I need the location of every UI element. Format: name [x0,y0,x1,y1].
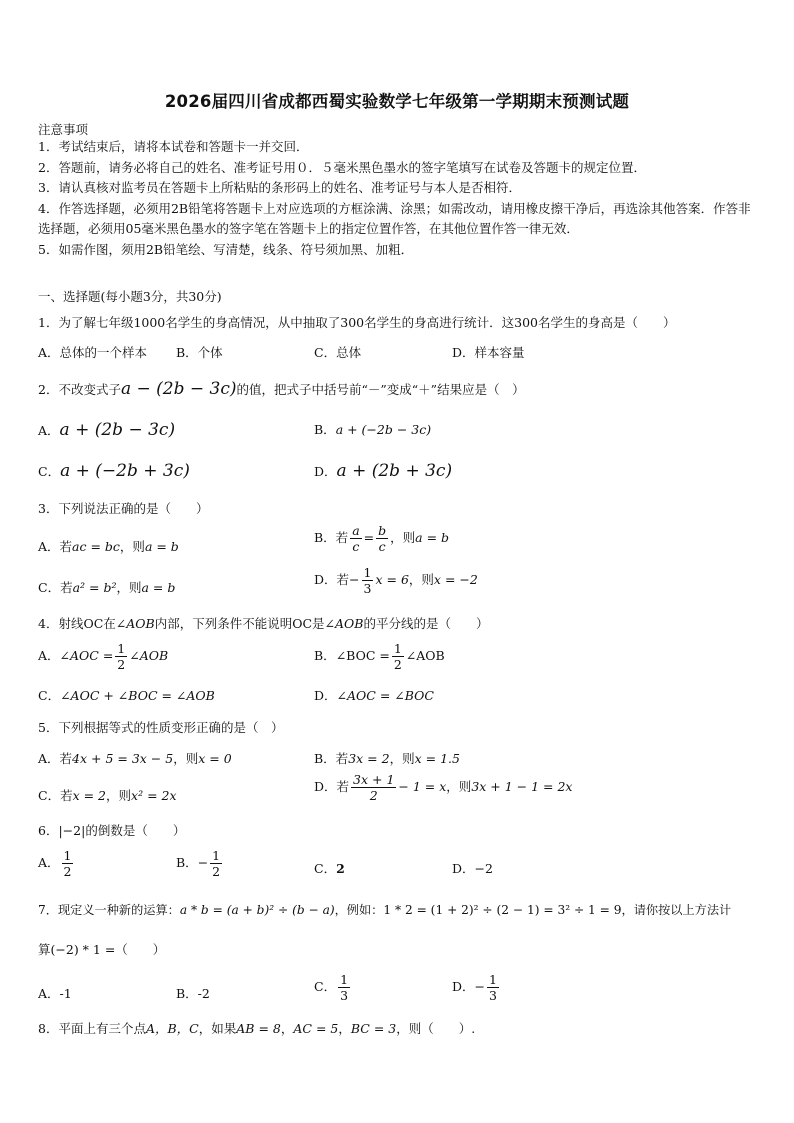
question-6-option-b[interactable] [176,848,224,879]
numerator: b [378,523,387,538]
question-5-option-b[interactable] [314,749,460,767]
page-title: 2026届四川省成都西蜀实验数学七年级第一学期期末预测试题 [164,92,630,111]
option-expression: a + (2b − 3c) [59,420,176,440]
question-1-option-a[interactable]: A．总体的一个样本 [38,345,148,360]
question-8-post: ，则（ ）. [396,1021,476,1036]
numerator: 1 [340,972,349,987]
question-4-option-c[interactable] [38,686,215,704]
question-6-stem [38,821,185,839]
question-3-option-d[interactable] [314,565,478,596]
operation-example: 1 * 2 = (1 + 2)² ÷ (2 − 1) = 3² ÷ 1 = 9 [383,903,622,917]
condition-ac: AC = 5 [293,1021,339,1036]
option-label: D．若 [314,779,350,794]
numerator: 1 [363,565,372,580]
notice-list [38,137,758,260]
question-6-pre: 6． [38,823,59,838]
option-conclusion: x = 1.5 [414,751,460,766]
denominator: 2 [212,864,221,879]
question-7-option-d[interactable] [452,972,501,1003]
question-1-option-d[interactable]: D．样本容量 [452,345,525,360]
numerator: 3x + 1 [353,772,395,787]
question-4-option-b[interactable] [314,641,445,672]
option-expression: x = 6 [375,572,409,587]
option-label: A． [38,855,60,870]
notice-heading: 注意事项 [38,122,89,137]
question-1-stem: 1．为了解七年级1000名学生的身高情况，从中抽取了300名学生的身高进行统计．这300名学生的身高是（ ） [38,315,676,330]
option-label: D． [452,861,475,876]
question-7-line2-pre: 算 [38,942,51,957]
question-4-mid: 内部，下列条件不能说明OC是 [154,616,325,631]
operation-definition: a * b = (a + b)² ÷ (b − a) [179,903,335,917]
denominator: 2 [369,788,378,803]
condition-ab: AB = 8 [236,1021,281,1036]
option-then: ，则 [106,788,132,803]
option-then: ，则 [173,751,199,766]
option-expression: ac = bc [72,539,120,554]
option-right: ∠AOB [129,648,169,663]
option-expression: a + (−2b + 3c) [60,461,190,481]
question-2-pre: 2．不改变式子 [38,382,121,397]
option-label: C． [314,979,337,994]
question-7-stem-line2 [38,940,165,958]
option-expression: − 1 = x [398,779,447,794]
option-expression: x = 2 [72,788,107,803]
option-expression: 3x = 2 [348,751,390,766]
option-label: C． [38,464,61,479]
question-8-stem [38,1019,475,1037]
numerator: 1 [63,848,72,863]
question-3-option-c[interactable] [38,578,175,596]
fraction [487,972,499,1003]
separator: ， [338,1021,351,1036]
question-4-option-d[interactable] [314,686,434,704]
angle-aob: ∠AOB [115,616,155,631]
question-4-pre: 4．射线OC在 [38,616,116,631]
fraction [338,972,350,1003]
notice-item-4: 4．作答选择题，必须用2B铅笔将答题卡上对应选项的方框涂满、涂黑；如需改动，请用橡皮擦干净后，再选涂其他答案．作答非选择题，必须用05毫米黑色墨水的签字笔在答题卡上的指定位置作答，在其他位置作答一律无效． [38,200,751,236]
numerator: 1 [393,641,402,656]
question-2-option-b[interactable] [314,420,431,438]
option-conclusion: x = 0 [198,751,232,766]
option-value: 2 [336,861,345,876]
option-label: C． [38,688,61,703]
option-label: D． [452,979,475,994]
numerator: a [352,523,360,538]
absolute-value: |−2| [58,823,86,838]
option-label: D．若 [314,572,350,587]
option-conclusion: a = b [141,580,176,595]
option-conclusion: a = b [144,539,179,554]
option-label: A． [38,423,60,438]
question-7-option-c[interactable] [314,972,352,1003]
question-7-expression: (−2) * 1 = [50,942,116,957]
numerator: 1 [117,641,126,656]
question-3-stem: 3．下列说法正确的是（ ） [38,501,209,516]
question-4-option-a[interactable] [38,641,168,672]
question-7-line2-post: （ ） [115,942,166,957]
option-label: A．若 [38,539,73,554]
option-conclusion: a = b [415,530,450,545]
question-7-post: ，请你按以上方法计 [621,903,732,917]
option-conclusion: x² = 2x [131,788,177,803]
question-5-option-a[interactable] [38,749,232,767]
question-2-expression: a − (2b − 3c) [120,379,237,399]
option-then: ，则 [119,539,145,554]
notice-item-5: 5．如需作图，须用2B铅笔绘、写清楚，线条、符号须加黑、加粗． [38,241,414,257]
question-7-option-a[interactable]: A．-1 [38,986,72,1001]
question-6-post: 的倒数是（ ） [85,823,186,838]
fraction [362,565,374,596]
option-expression: a + (2b + 3c) [336,461,453,481]
question-4-post: 的平分线的是（ ） [363,616,489,631]
condition-bc: BC = 3 [350,1021,397,1036]
denominator: c [352,539,360,554]
notice-item-2: 2．答题前，请务必将自己的姓名、准考证号用０．５毫米黑色墨水的签字笔填写在试卷及答题卡的规定位置． [38,159,646,175]
option-then: ，则 [390,530,416,545]
option-then: ，则 [116,580,142,595]
option-label: C．若 [38,788,73,803]
fraction [350,523,361,554]
question-8-mid: ，如果 [198,1021,237,1036]
denominator: 3 [340,988,349,1003]
option-value: −2 [474,861,493,876]
option-expression: 4x + 5 = 3x − 5 [72,751,174,766]
fraction [115,641,127,672]
option-label: C． [314,861,337,876]
question-2-option-c[interactable] [38,461,190,481]
option-label: C．若 [38,580,73,595]
denominator: 2 [117,657,126,672]
fraction [376,523,388,554]
option-left: ∠AOC = [59,648,114,663]
fraction [351,772,396,803]
option-label: B．若 [314,751,349,766]
option-expression: ∠AOC = ∠BOC [336,688,434,703]
fraction [210,848,222,879]
fraction [62,848,74,879]
question-6-option-a[interactable] [38,848,75,879]
minus-sign: − [197,855,209,870]
option-label: B．若 [314,530,349,545]
minus-sign: − [349,572,360,587]
option-then: ，则 [389,751,415,766]
question-6-option-d[interactable] [452,859,493,877]
denominator: 3 [363,581,372,596]
notice-item-3: 3．请认真核对监考员在答题卡上所粘贴的条形码上的姓名、准考证号与本人是否相符． [38,180,521,195]
option-expression: a + (−2b − 3c) [335,422,432,437]
question-5-option-d[interactable] [314,772,572,803]
numerator: 1 [489,972,497,987]
question-7-mid: ，例如： [334,903,384,917]
question-2-option-a[interactable] [38,420,175,440]
minus-sign: − [474,979,486,994]
question-2-option-d[interactable] [314,461,452,481]
option-label: D． [314,464,337,479]
numerator: 1 [212,848,221,863]
question-2-stem [38,379,525,399]
option-expression: a² = b² [72,580,117,595]
option-then: ，则 [446,779,472,794]
equals: = [363,530,375,545]
question-3-option-a[interactable] [38,537,179,555]
question-6-option-c[interactable] [314,859,345,877]
question-7-stem [38,901,731,918]
option-label: D． [314,688,337,703]
option-label: A．若 [38,751,73,766]
question-4-stem [38,614,488,632]
question-3-option-b[interactable] [314,523,449,554]
question-5-option-c[interactable] [38,786,177,804]
notice-item-1: 1．考试结束后，请将本试卷和答题卡一并交回． [38,139,309,154]
question-5-stem: 5．下列根据等式的性质变形正确的是（ ） [38,720,284,735]
question-1-option-c[interactable]: C．总体 [314,345,362,360]
question-1-option-b[interactable]: B．个体 [176,345,223,360]
question-7-pre: 7．现定义一种新的运算： [38,903,180,917]
option-left: ∠BOC = [335,648,390,663]
option-label: B． [314,422,336,437]
option-conclusion: 3x + 1 − 1 = 2x [471,779,573,794]
question-2-post: 的值，把式子中括号前“－”变成“＋”结果应是（ ） [236,382,525,397]
option-label: B． [314,648,336,663]
denominator: 2 [393,657,402,672]
option-conclusion: x = −2 [433,572,478,587]
denominator: 2 [63,864,72,879]
option-then: ，则 [408,572,434,587]
fraction [392,641,404,672]
option-right: ∠AOB [405,648,445,663]
option-label: B． [176,855,198,870]
denominator: 3 [489,988,497,1003]
option-expression: ∠AOC + ∠BOC = ∠AOB [60,688,215,703]
denominator: c [378,539,386,554]
question-7-option-b[interactable]: B．-2 [176,986,210,1001]
angle-aob: ∠AOB [324,616,364,631]
question-8-pre: 8．平面上有三个点 [38,1021,146,1036]
section-heading: 一、选择题(每小题3分，共30分) [38,289,222,304]
separator: ， [280,1021,294,1036]
option-label: A． [38,648,60,663]
points: A，B，C [145,1021,199,1036]
